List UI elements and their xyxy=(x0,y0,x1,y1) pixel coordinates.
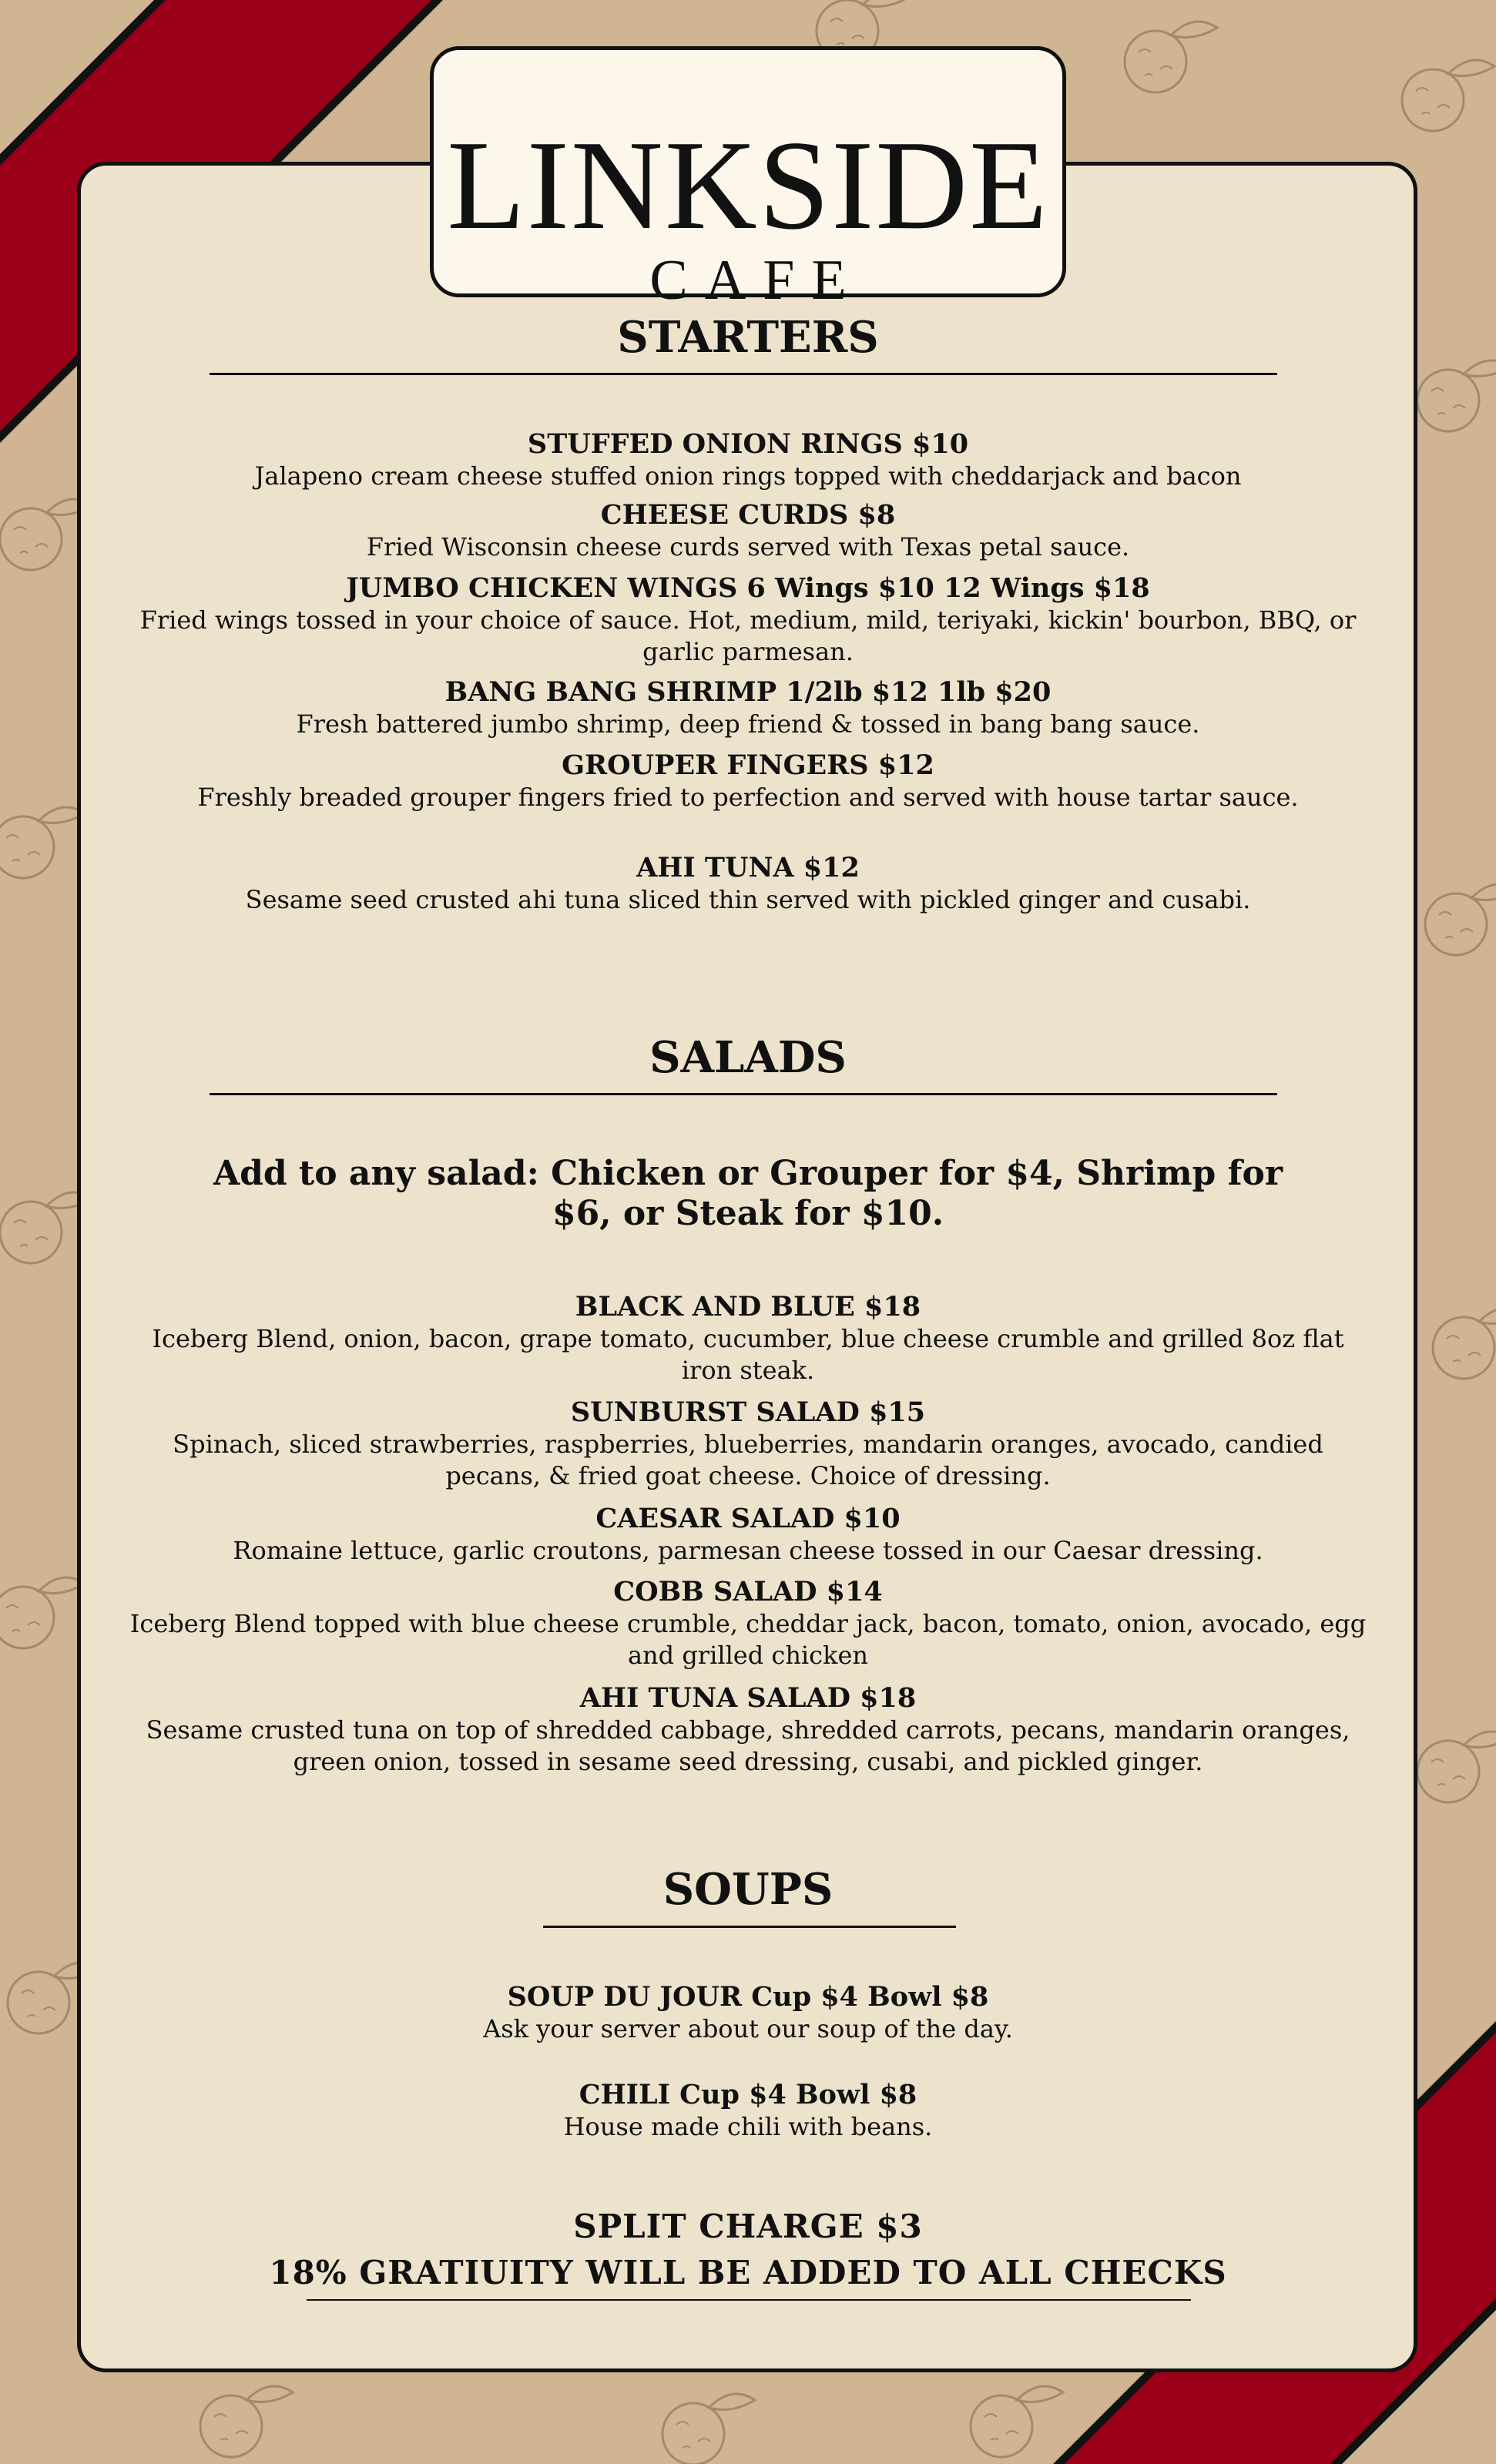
item-name: AHI TUNA $12 xyxy=(636,852,860,883)
item-name: CHEESE CURDS $8 xyxy=(600,499,896,531)
brand-subtitle: CAFE xyxy=(649,249,864,312)
item-description: Sesame seed crusted ahi tuna sliced thin served with pickled ginger and cusabi. xyxy=(245,885,1251,914)
menu-item xyxy=(123,2079,1373,2143)
menu-item xyxy=(123,572,1373,668)
item-description: House made chili with beans. xyxy=(563,2112,933,2141)
item-description: Jalapeno cream cheese stuffed onion rings topped with cheddarjack and bacon xyxy=(254,461,1242,491)
item-description: Fried wings tossed in your choice of sauce. Hot, medium, mild, teriyaki, kickin' bourbon, BBQ, or garlic parmesan. xyxy=(139,605,1357,666)
item-name: SUNBURST SALAD $15 xyxy=(570,1396,926,1428)
item-name: BLACK AND BLUE $18 xyxy=(575,1291,921,1323)
menu-item xyxy=(123,852,1373,916)
item-name: CAESAR SALAD $10 xyxy=(595,1503,901,1534)
item-description: Spinach, sliced strawberries, raspberries, blueberries, mandarin oranges, avocado, candied pecans, & fried goat cheese. Choice of dressing. xyxy=(173,1430,1323,1490)
item-name: SOUP DU JOUR Cup $4 Bowl $8 xyxy=(507,1981,989,2013)
soups-heading: SOUPS xyxy=(662,1864,834,1915)
item-name: GROUPER FINGERS $12 xyxy=(562,749,934,781)
salads-heading: SALADS xyxy=(649,1032,847,1083)
logo xyxy=(430,46,1066,312)
item-description: Ask your server about our soup of the day. xyxy=(483,2014,1013,2043)
item-name: BANG BANG SHRIMP 1/2lb $12 1lb $20 xyxy=(444,676,1052,708)
menu-item xyxy=(123,499,1373,563)
item-description: Fried Wisconsin cheese curds served with Texas petal sauce. xyxy=(366,532,1130,562)
item-name: STUFFED ONION RINGS $10 xyxy=(527,428,969,460)
item-description: Iceberg Blend, onion, bacon, grape tomato, cucumber, blue cheese crumble and grilled 8oz flat iron steak. xyxy=(152,1324,1344,1385)
menu-item xyxy=(123,1576,1373,1671)
item-name: AHI TUNA SALAD $18 xyxy=(579,1682,917,1714)
item-name: JUMBO CHICKEN WINGS 6 Wings $10 12 Wings $18 xyxy=(346,572,1150,604)
starters-divider xyxy=(210,373,1277,375)
item-description: Sesame crusted tuna on top of shredded cabbage, shredded carrots, pecans, mandarin oranges, green onion, tossed in sesame seed dressing, cusabi, and pickled ginger. xyxy=(146,1715,1350,1776)
soups-divider xyxy=(543,1926,956,1928)
item-description: Freshly breaded grouper fingers fried to perfection and served with house tartar sauce. xyxy=(197,783,1299,812)
item-name: COBB SALAD $14 xyxy=(613,1576,883,1607)
salads-divider xyxy=(210,1093,1277,1095)
item-name: CHILI Cup $4 Bowl $8 xyxy=(579,2079,917,2110)
salad-addon-note: Add to any salad: Chicken or Grouper for $4, Shrimp for $6, or Steak for $10. xyxy=(213,1154,1283,1233)
menu-item xyxy=(123,1981,1373,2045)
menu-item xyxy=(123,1682,1373,1778)
menu-item xyxy=(123,676,1373,740)
item-description: Romaine lettuce, garlic croutons, parmesan cheese tossed in our Caesar dressing. xyxy=(233,1536,1263,1565)
brand-title: LINKSIDE xyxy=(447,114,1049,256)
starters-heading: STARTERS xyxy=(617,312,879,363)
footer-underline xyxy=(307,2299,1191,2301)
menu-item xyxy=(123,749,1373,813)
item-description: Iceberg Blend topped with blue cheese crumble, cheddar jack, bacon, tomato, onion, avocado, egg and grilled chicken xyxy=(129,1609,1367,1670)
item-description: Fresh battered jumbo shrimp, deep friend & tossed in bang bang sauce. xyxy=(296,709,1200,739)
menu-item xyxy=(123,428,1373,492)
split-charge-note: SPLIT CHARGE $3 xyxy=(573,2208,923,2245)
menu-item xyxy=(123,1291,1373,1386)
menu-item xyxy=(123,1503,1373,1567)
gratuity-note: 18% GRATIUITY WILL BE ADDED TO ALL CHECKS xyxy=(269,2254,1227,2291)
menu-item xyxy=(123,1396,1373,1492)
